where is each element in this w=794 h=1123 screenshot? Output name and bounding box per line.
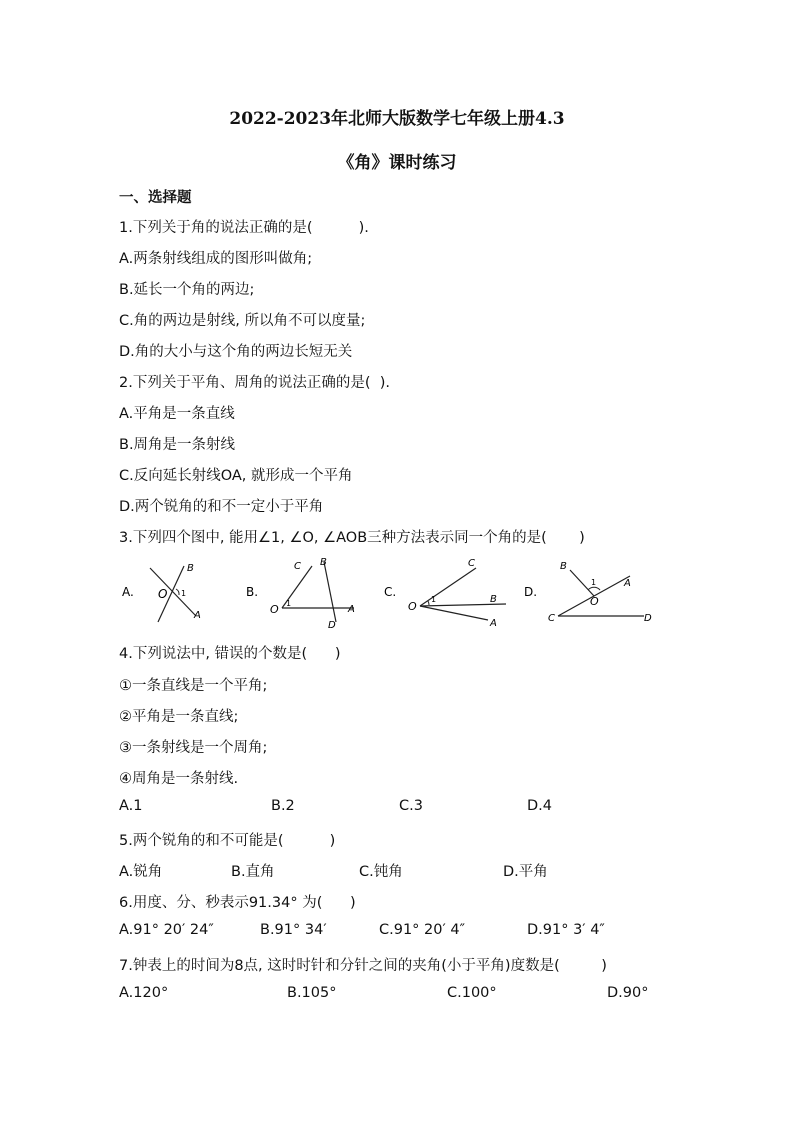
- q5-option-b: B.直角: [231, 864, 275, 880]
- q3-figure-d: [520, 556, 660, 631]
- figure-c-label-c: C: [468, 558, 475, 569]
- figure-c-label-b: B: [490, 594, 497, 605]
- q4-option-c: C.3: [399, 798, 423, 814]
- figure-b-label-o: O: [270, 603, 279, 616]
- figure-b-label-a: A: [348, 604, 355, 615]
- q1-option-d: D.角的大小与这个角的两边长短无关: [119, 344, 353, 360]
- figure-c-option-label: C.: [384, 585, 397, 599]
- figure-c-label-1: 1: [431, 595, 437, 604]
- q3-stem: 3.下列四个图中, 能用∠1, ∠O, ∠AOB三种方法表示同一个角的是( ): [119, 530, 585, 546]
- q4-statement-1: ①一条直线是一个平角;: [119, 678, 268, 694]
- q3-figure-a: [118, 556, 218, 626]
- figure-d-angle-arc: [588, 587, 600, 590]
- document-title-line1: 2022-2023年北师大版数学七年级上册4.3: [229, 109, 565, 129]
- q4-option-a: A.1: [119, 798, 143, 814]
- figure-d-label-c: C: [548, 613, 555, 624]
- q1-stem: 1.下列关于角的说法正确的是( ).: [119, 220, 369, 236]
- figure-d-label-a: A: [624, 578, 631, 589]
- figure-b-label-b: B: [320, 557, 327, 568]
- q4-statement-2: ②平角是一条直线;: [119, 709, 239, 725]
- figure-d-label-d: D: [644, 613, 652, 624]
- q3-figure-b: [242, 556, 367, 631]
- figure-c-label-a: A: [490, 618, 497, 629]
- q7-option-d: D.90°: [607, 985, 649, 1001]
- q1-option-a: A.两条射线组成的图形叫做角;: [119, 251, 313, 267]
- q4-stem: 4.下列说法中, 错误的个数是( ): [119, 646, 341, 662]
- figure-a-option-label: A.: [122, 585, 134, 599]
- figure-c-angle-arc: [428, 601, 429, 605]
- q5-option-a: A.锐角: [119, 864, 163, 880]
- q7-stem: 7.钟表上的时间为8点, 这时时针和分针之间的夹角(小于平角)度数是( ): [119, 958, 607, 974]
- q4-statement-3: ③一条射线是一个周角;: [119, 740, 268, 756]
- figure-b-label-d: D: [328, 620, 336, 631]
- q6-stem: 6.用度、分、秒表示91.34° 为( ): [119, 895, 356, 911]
- q7-option-b: B.105°: [287, 985, 337, 1001]
- figure-d-label-b: B: [560, 561, 567, 572]
- figure-d-label-o: O: [590, 595, 599, 608]
- q2-option-a: A.平角是一条直线: [119, 406, 235, 422]
- q5-option-d: D.平角: [503, 864, 548, 880]
- figure-a-label-o: O: [158, 587, 168, 601]
- figure-b-label-1: 1: [286, 599, 292, 608]
- q7-option-c: C.100°: [447, 985, 497, 1001]
- q2-option-d: D.两个锐角的和不一定小于平角: [119, 499, 324, 515]
- q5-stem: 5.两个锐角的和不可能是( ): [119, 833, 336, 849]
- q2-stem: 2.下列关于平角、周角的说法正确的是( ).: [119, 375, 390, 391]
- q6-option-d: D.91° 3′ 4″: [527, 922, 605, 938]
- figure-b-option-label: B.: [246, 585, 259, 599]
- q4-option-d: D.4: [527, 798, 552, 814]
- q2-option-b: B.周角是一条射线: [119, 437, 236, 453]
- figure-a-label-b: B: [187, 563, 194, 574]
- figure-d-option-label: D.: [524, 585, 538, 599]
- section-heading: 一、选择题: [119, 190, 192, 206]
- figure-a-label-1: 1: [181, 589, 187, 598]
- q4-statement-4: ④周角是一条射线.: [119, 771, 239, 787]
- q5-option-c: C.钝角: [359, 864, 403, 880]
- q4-option-b: B.2: [271, 798, 295, 814]
- figure-b-label-c: C: [294, 561, 301, 572]
- figure-a-label-a: A: [194, 610, 201, 621]
- figure-a-line-1: [150, 568, 196, 616]
- figure-b-line-bd: [324, 562, 336, 622]
- q3-figure-c: [380, 556, 515, 631]
- q6-option-b: B.91° 34′: [260, 922, 327, 938]
- q2-option-c: C.反向延长射线OA, 就形成一个平角: [119, 468, 353, 484]
- figure-c-ray-oc: [420, 568, 476, 606]
- figure-d-label-1: 1: [591, 578, 597, 587]
- q6-option-c: C.91° 20′ 4″: [379, 922, 466, 938]
- q6-option-a: A.91° 20′ 24″: [119, 922, 214, 938]
- q1-option-c: C.角的两边是射线, 所以角不可以度量;: [119, 313, 366, 329]
- figure-a-angle-arc: [176, 589, 179, 595]
- q1-option-b: B.延长一个角的两边;: [119, 282, 255, 298]
- q7-option-a: A.120°: [119, 985, 169, 1001]
- document-title-line2: 《角》课时练习: [337, 153, 457, 173]
- figure-c-label-o: O: [408, 600, 417, 613]
- figure-c-ray-oa: [420, 606, 488, 620]
